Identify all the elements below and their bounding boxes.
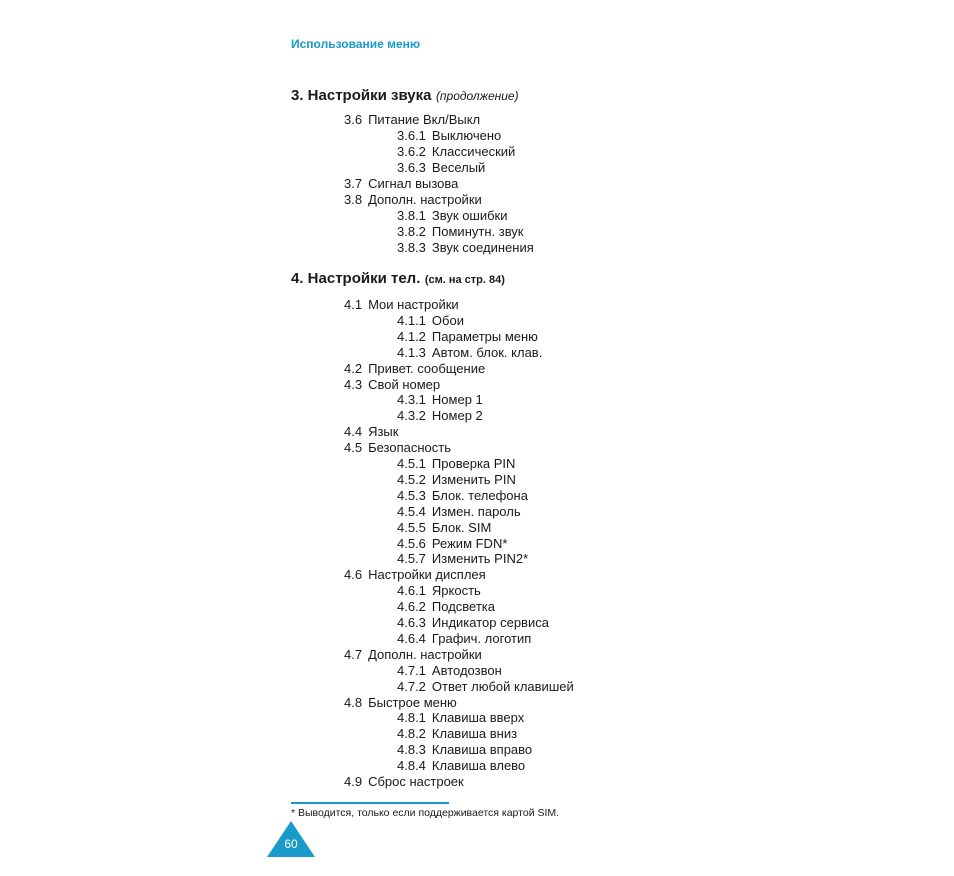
menu-item-4-2 [344,361,485,377]
menu-item-number: 4.5.5 [397,519,426,535]
menu-item-label: Настройки дисплея [368,567,486,583]
menu-item-label: Яркость [431,583,481,599]
menu-item-4-3-2 [397,408,483,424]
menu-item-label: Подсветка [431,599,496,615]
page-number: 60 [284,837,298,851]
menu-item-4-3 [344,377,440,393]
menu-item-number: 4.7 [344,646,363,662]
menu-item-4-8 [344,695,457,711]
menu-item-4-1-3 [397,345,542,361]
menu-item-4-5-6 [397,536,507,552]
menu-item-4-8-4 [397,758,525,774]
menu-item-number: 3.8.1 [397,208,426,223]
menu-item-label: Блок. SIM [431,519,492,535]
menu-item-number: 4.4 [344,424,363,440]
menu-item-4-8-2 [397,726,517,742]
menu-item-label: Автодозвон [431,662,502,678]
menu-item-number: 4.1 [344,297,363,312]
menu-item-number: 4.5 [344,440,363,456]
menu-item-label: Свой номер [368,376,441,392]
menu-item-3-8-1 [397,208,508,224]
menu-item-4-6-4 [397,631,531,647]
menu-item-number: 4.7.1 [397,662,426,678]
menu-item-4-9 [344,774,464,790]
menu-item-3-6-2 [397,144,515,160]
menu-item-number: 4.8.2 [397,726,426,742]
menu-item-number: 4.8 [344,694,363,710]
menu-item-label: Безопасность [368,440,452,456]
menu-item-3-8 [344,192,482,208]
menu-item-label: Режим FDN* [431,535,508,551]
menu-item-label: Звук соединения [431,240,534,255]
footnote: * Выводится, только если поддерживается картой SIM. [291,807,560,819]
menu-item-label: Ответ любой клавишей [431,678,574,694]
menu-item-number: 4.6.2 [397,599,426,615]
menu-item-label: Измен. пароль [431,503,521,519]
menu-item-4-5 [344,440,451,456]
menu-item-number: 4.1.2 [397,328,426,344]
menu-item-label: Графич. логотип [431,630,532,646]
menu-item-4-6 [344,567,486,583]
section-4-title [291,270,505,288]
menu-item-3-6-1 [397,128,501,144]
menu-item-label: Сигнал вызова [368,176,459,191]
menu-item-label: Клавиша вниз [431,726,518,742]
menu-item-number: 4.8.3 [397,742,426,758]
menu-item-label: Автом. блок. клав. [431,344,543,360]
menu-item-4-5-5 [397,520,491,536]
menu-item-3-6 [344,112,480,128]
menu-item-4-3-1 [397,392,483,408]
menu-item-4-7-1 [397,663,502,679]
menu-item-4-1-2 [397,329,538,345]
menu-item-number: 3.8.2 [397,224,426,239]
menu-item-number: 4.5.3 [397,487,426,503]
menu-item-label: Мои настройки [368,297,459,312]
menu-item-number: 4.3.2 [397,408,426,424]
menu-item-number: 4.9 [344,774,363,789]
menu-item-number: 3.8.3 [397,240,426,255]
menu-item-3-8-3 [397,240,534,256]
menu-item-number: 3.6.1 [397,128,426,143]
menu-item-4-8-1 [397,710,524,726]
menu-item-number: 4.6.1 [397,583,426,599]
menu-item-3-8-2 [397,224,524,240]
menu-item-4-1 [344,297,459,313]
menu-item-label: Привет. сообщение [368,360,486,376]
menu-item-label: Питание Вкл/Выкл [368,112,481,127]
menu-item-label: Параметры меню [431,328,538,344]
section-3-title [291,87,519,105]
menu-item-number: 4.6.4 [397,630,426,646]
menu-item-label: Проверка PIN [431,456,516,471]
menu-item-number: 4.5.2 [397,471,426,487]
menu-item-4-5-4 [397,504,521,520]
menu-item-label: Обои [431,312,464,328]
menu-item-3-6-3 [397,160,485,176]
menu-item-4-5-1 [397,456,515,472]
menu-item-label: Поминутн. звук [431,224,524,239]
menu-item-label: Изменить PIN2* [431,551,529,567]
menu-item-number: 4.1.3 [397,344,426,360]
menu-item-4-7 [344,647,482,663]
menu-item-label: Язык [368,424,399,440]
menu-item-number: 4.3 [344,376,363,392]
menu-item-label: Номер 2 [431,408,483,424]
menu-item-label: Блок. телефона [431,487,528,503]
section-4-heading: 4. Настройки тел. [291,270,421,287]
menu-item-label: Дополн. настройки [368,192,482,207]
menu-item-number: 3.7 [344,176,363,191]
menu-item-4-1-1 [397,313,464,329]
menu-item-number: 4.3.1 [397,392,426,408]
menu-item-number: 3.6.3 [397,160,426,175]
menu-item-4-7-2 [397,679,574,695]
menu-item-4-6-1 [397,583,481,599]
footnote-divider [291,802,449,804]
menu-item-label: Веселый [431,160,486,175]
menu-item-3-7 [344,176,458,192]
menu-item-label: Сброс настроек [368,774,464,789]
menu-item-label: Номер 1 [431,392,483,408]
menu-item-label: Звук ошибки [431,208,508,223]
section-3-note: (продолжение) [435,89,519,103]
menu-item-4-5-2 [397,472,516,488]
menu-item-4-4 [344,424,398,440]
menu-item-number: 3.6.2 [397,144,426,159]
menu-item-number: 4.6.3 [397,615,426,630]
menu-item-number: 4.6 [344,567,363,583]
menu-item-number: 3.8 [344,192,363,207]
menu-item-number: 4.8.4 [397,758,426,774]
menu-item-label: Клавиша вправо [431,742,533,758]
menu-item-number: 4.8.1 [397,710,426,726]
menu-item-label: Дополн. настройки [368,646,482,662]
menu-item-label: Выключено [431,128,502,143]
menu-item-label: Изменить PIN [431,471,516,487]
section-4-note: (см. на стр. 84) [424,274,505,286]
section-3-heading: 3. Настройки звука [291,87,432,104]
menu-item-number: 4.5.7 [397,551,426,567]
menu-item-4-6-3 [397,615,549,631]
menu-item-4-5-3 [397,488,528,504]
menu-item-label: Индикатор сервиса [431,615,549,630]
menu-item-number: 4.1.1 [397,312,426,328]
menu-item-number: 3.6 [344,112,363,127]
menu-item-number: 4.5.1 [397,456,426,471]
menu-item-number: 4.7.2 [397,678,426,694]
menu-item-number: 4.5.4 [397,503,426,519]
menu-item-4-8-3 [397,742,532,758]
menu-item-label: Классический [431,144,516,159]
menu-item-number: 4.5.6 [397,535,426,551]
menu-item-4-5-7 [397,551,528,567]
menu-item-4-6-2 [397,599,495,615]
page-header: Использование меню [291,37,421,51]
menu-item-label: Клавиша влево [431,758,526,774]
menu-item-label: Быстрое меню [368,694,457,710]
menu-item-number: 4.2 [344,360,363,376]
menu-item-label: Клавиша вверх [431,710,525,726]
